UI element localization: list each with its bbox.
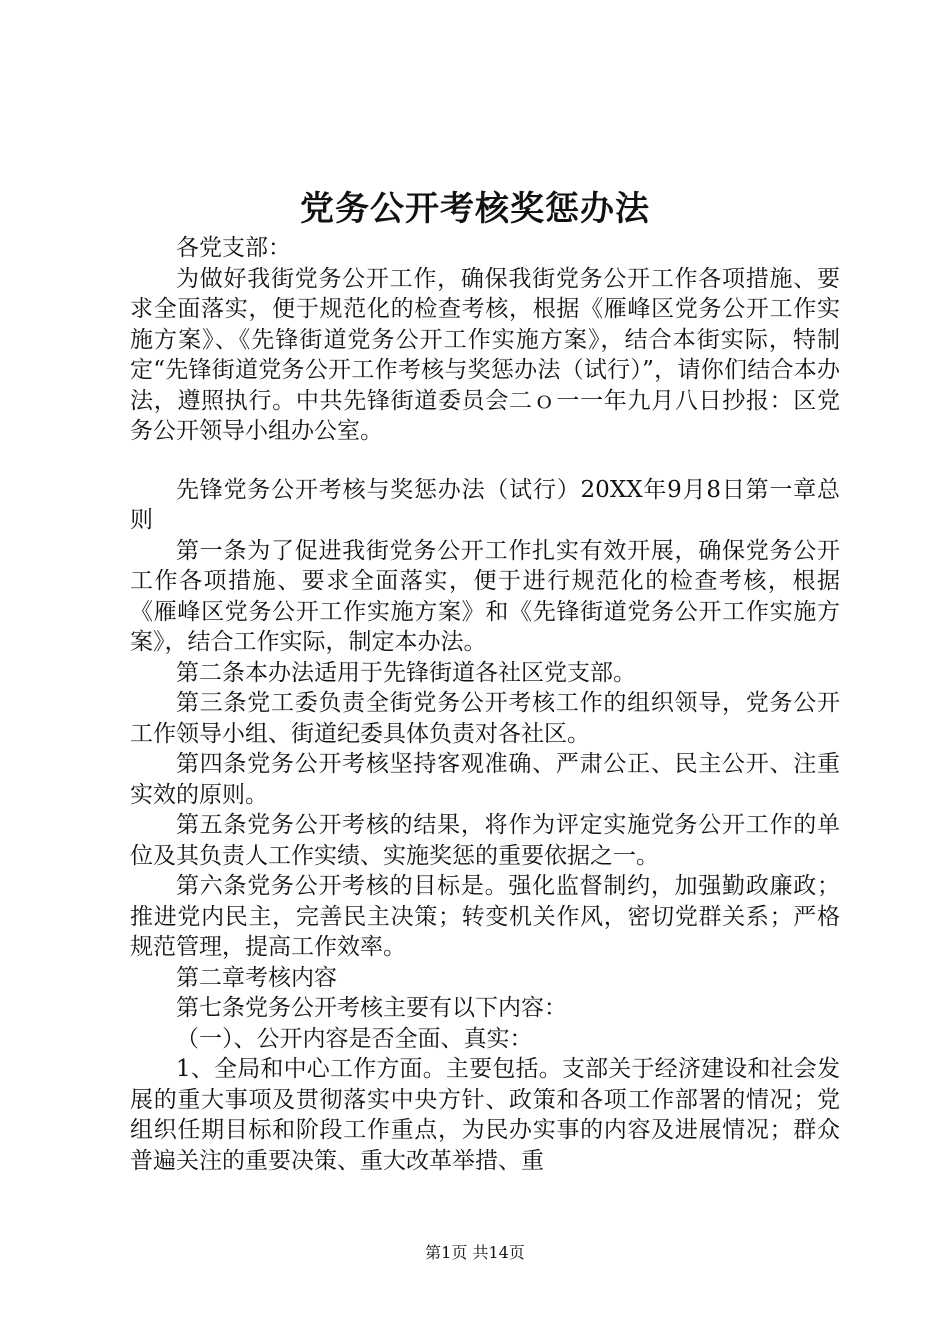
page-title: 党务公开考核奖惩办法 (300, 189, 650, 229)
paragraph-article-7: 第七条党务公开考核主要有以下内容： (176, 995, 567, 1021)
paragraph-article-1: 第一条为了促进我街党务公开工作扎实有效开展，确保党务公开工作各项措施、要求全面落实，便于进行规范化的检查考核，根据《雁峰区党务公开工作实施方案》和《先锋街道党务公开工作实施方案》，结合工作实际，制定本办法。 (130, 537, 840, 655)
paragraph-heading-chapter-2: 第二章考核内容 (176, 964, 337, 991)
paragraph-article-2: 第二条本办法适用于先锋街道各社区党支部。 (176, 659, 636, 686)
paragraph-notice: 为做好我街党务公开工作，确保我街党务公开工作各项措施、要求全面落实，便于规范化的检查考核，根据《雁峰区党务公开工作实施方案》、《先锋街道党务公开工作实施方案》，结合本街实际，特制定“先锋街道党务公开工作考核与奖惩办法（试行）”，请你们结合本办法，遵照执行。中共先锋街道委员会二ｏ一一年九月八日抄报：区党务公开领导小组办公室。 (130, 265, 840, 444)
page-footer: 第1页 共14页 (425, 1243, 525, 1262)
paragraph-gap (130, 447, 840, 475)
paragraph-item-1: （一）、公开内容是否全面、真实： (176, 1025, 533, 1052)
paragraph-article-4: 第四条党务公开考核坚持客观准确、严肃公正、民主公开、注重实效的原则。 (130, 751, 840, 808)
paragraph-article-3: 第三条党工委负责全街党务公开考核工作的组织领导，党务公开工作领导小组、街道纪委具体负责对各社区。 (130, 690, 840, 747)
document-body (130, 233, 840, 1176)
paragraph-article-5: 第五条党务公开考核的结果，将作为评定实施党务公开工作的单位及其负责人工作实绩、实施奖惩的重要依据之一。 (130, 812, 840, 869)
paragraph-heading-chapter-1: 先锋党务公开考核与奖惩办法（试行）20XX年9月8日第一章总则 (130, 476, 840, 533)
paragraph-subitem-1: 1、全局和中心工作方面。主要包括。支部关于经济建设和社会发展的重大事项及贯彻落实中央方针、政策和各项工作部署的情况；党组织任期目标和阶段工作重点，为民办实事的内容及进展情况；群众普遍关注的重要决策、重大改革举措、重 (130, 1056, 840, 1174)
paragraph-salutation: 各党支部： (176, 235, 291, 261)
paragraph-article-6: 第六条党务公开考核的目标是。强化监督制约，加强勤政廉政；推进党内民主，完善民主决策；转变机关作风，密切党群关系；严格规范管理，提高工作效率。 (130, 873, 840, 960)
